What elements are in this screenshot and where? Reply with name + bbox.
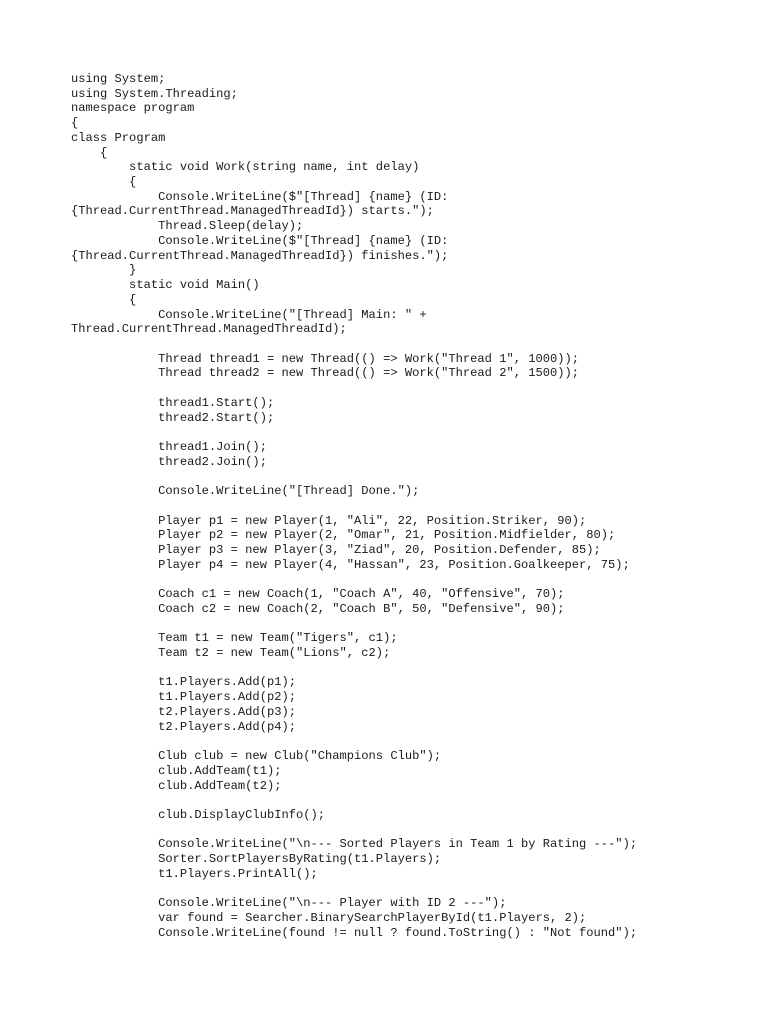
code-line: t1.Players.Add(p2); <box>71 690 296 705</box>
code-line: Player p3 = new Player(3, "Ziad", 20, Position.Defender, 85); <box>71 543 601 557</box>
code-line <box>71 617 751 632</box>
code-line: thread1.Start(); <box>71 395 275 410</box>
code-line: t2.Players.Add(p4); <box>71 719 296 734</box>
code-line: var found = Searcher.BinarySearchPlayerById(t1.Players, 2); <box>71 910 587 925</box>
code-line: thread2.Join(); <box>71 454 267 469</box>
code-line: Console.WriteLine(found != null ? found.ToString() : "Not found"); <box>71 925 638 940</box>
code-line: } <box>71 263 137 278</box>
code-line: Coach c1 = new Coach(1, "Coach A", 40, "Offensive", 70); <box>71 587 565 602</box>
code-line: Console.WriteLine($"[Thread] {name} (ID: <box>71 189 449 204</box>
code-line <box>71 469 751 484</box>
code-line: t1.Players.PrintAll(); <box>71 866 318 881</box>
code-line <box>71 572 751 587</box>
code-line: using System; <box>71 72 166 86</box>
code-line: {Thread.CurrentThread.ManagedThreadId}) finishes."); <box>71 248 449 263</box>
code-line <box>71 793 751 808</box>
code-line <box>71 823 751 838</box>
code-line: { <box>71 116 79 131</box>
code-line: Player p4 = new Player(4, "Hassan", 23, Position.Goalkeeper, 75); <box>71 557 630 572</box>
code-line: Club club = new Club("Champions Club"); <box>71 749 442 764</box>
code-line: static void Main() <box>71 278 260 293</box>
code-line <box>71 381 751 396</box>
code-line: { <box>71 292 137 307</box>
code-line: Thread.Sleep(delay); <box>71 219 304 234</box>
code-line: Console.WriteLine($"[Thread] {name} (ID: <box>71 233 449 248</box>
code-line: club.AddTeam(t2); <box>71 778 282 793</box>
code-line: t2.Players.Add(p3); <box>71 704 296 719</box>
code-line: Console.WriteLine("\n--- Sorted Players in Team 1 by Rating ---"); <box>71 837 638 852</box>
code-line: {Thread.CurrentThread.ManagedThreadId}) starts."); <box>71 204 434 219</box>
code-line <box>71 734 751 749</box>
code-line: thread2.Start(); <box>71 410 275 425</box>
code-line: Console.WriteLine("[Thread] Done."); <box>71 484 420 499</box>
code-line: class Program <box>71 130 166 145</box>
code-line: Thread thread1 = new Thread(() => Work("Thread 1", 1000)); <box>71 351 580 366</box>
code-line <box>71 337 751 352</box>
code-line: t1.Players.Add(p1); <box>71 675 296 690</box>
code-line: using System.Threading; <box>71 86 238 101</box>
code-line: static void Work(string name, int delay) <box>71 160 420 175</box>
code-line: Coach c2 = new Coach(2, "Coach B", 50, "Defensive", 90); <box>71 601 565 616</box>
code-line: Console.WriteLine("\n--- Player with ID 2 ---"); <box>71 896 507 911</box>
code-line <box>71 499 751 514</box>
code-line: club.DisplayClubInfo(); <box>71 807 326 822</box>
code-line: Team t2 = new Team("Lions", c2); <box>71 646 391 661</box>
code-line <box>71 425 751 440</box>
code-line: Player p1 = new Player(1, "Ali", 22, Position.Striker, 90); <box>71 513 587 528</box>
code-line: Sorter.SortPlayersByRating(t1.Players); <box>71 852 442 867</box>
code-line <box>71 661 751 676</box>
code-line: club.AddTeam(t1); <box>71 763 282 778</box>
code-line: Thread.CurrentThread.ManagedThreadId); <box>71 322 347 337</box>
code-line: { <box>71 175 137 190</box>
code-line: Team t1 = new Team("Tigers", c1); <box>71 631 398 646</box>
code-line: Thread thread2 = new Thread(() => Work("Thread 2", 1500)); <box>71 366 580 381</box>
code-block <box>71 72 751 940</box>
code-line: Console.WriteLine("[Thread] Main: " + <box>71 307 427 322</box>
code-line: thread1.Join(); <box>71 439 267 454</box>
code-line: namespace program <box>71 101 195 116</box>
code-line <box>71 882 751 897</box>
code-line: Player p2 = new Player(2, "Omar", 21, Position.Midfielder, 80); <box>71 528 616 543</box>
code-line: { <box>71 145 108 160</box>
